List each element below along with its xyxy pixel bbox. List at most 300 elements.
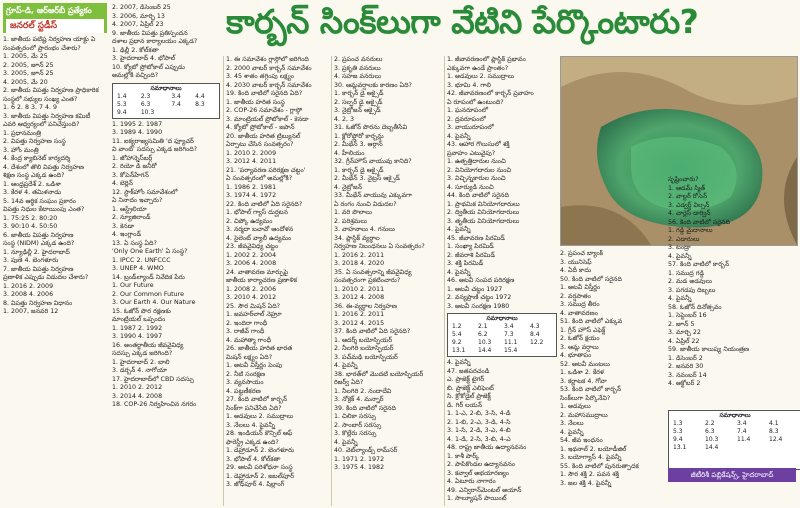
question-line: 2. మీథేన్ 3. నైట్రస్ ఆక్సైడ్ <box>334 175 400 182</box>
question-line: 37. కింది వాటిలో ఏది సరైనది? <box>334 328 411 335</box>
question-line: 10. క్యోటో ప్రోటోకాల్ ఎప్పుడు <box>112 63 185 71</box>
column-6 <box>560 250 664 506</box>
question-line: 38. భారత్‌లో మొదటి బయోస్ఫియర్ <box>334 370 424 378</box>
question-line: 39. కింది వాటిలో సరైనది <box>334 404 396 412</box>
answer-cell: 10.3 <box>705 436 719 443</box>
question-line: 3. కర్ణాటక 4. గోవా <box>560 377 607 385</box>
question-line: సంస్థ (NIDM) ఎక్కడ ఉంది? <box>3 240 75 247</box>
answer-cell: 2.3 <box>140 92 151 100</box>
question-line: 1. గడ్డి మైదానాలు <box>668 227 713 234</box>
question-line: 3. పగడపు దిబ్బలు <box>668 286 716 294</box>
question-line: 3. భోపాల్ 4. కోల్‌కతా <box>226 455 281 463</box>
question-line: 1. 2002 2. 2004 <box>226 251 277 259</box>
question-line: 45. జీవావరణ పిరమిడ్ <box>447 234 505 242</box>
question-line: 4. 1-డి, 2-సి, 3-బి, 4-ఎ <box>447 435 511 443</box>
answer-cell: 3.4 <box>171 92 181 100</box>
answer-cell: 9.4 <box>117 108 127 116</box>
question-line: 2. Our Common Future <box>112 290 184 298</box>
question-line: 1. అడవులు 2. సముద్రాలు <box>447 73 515 80</box>
question-line: 2. విపత్తు నిర్వహణ సంస్థ <box>3 138 66 145</box>
question-line: 4. క్యోటో ప్రోటోకాల్ - జపాన్ <box>226 124 295 131</box>
question-line: ఏ రంగం నుంచి విడుదల? <box>334 200 397 208</box>
answer-cell: 3.4 <box>504 323 514 330</box>
question-line: 3. కోపెన్‌హేగన్ <box>112 171 149 179</box>
question-line: 3. జోధ్‌పూర్ 4. షిల్లాంగ్ <box>226 481 285 488</box>
question-line: 29. అటవీ పరిశోధనా సంస్థ <box>226 464 293 471</box>
question-line: 1. ఆంధ్రప్రదేశ్ 2. ఒడిశా <box>3 180 61 188</box>
answer-cell: 6.3 <box>140 100 151 108</box>
question-line: 2. 2000 వాటర్ కార్బన్ సమావేశం <box>226 64 312 72</box>
question-line: ఏ రూపంలో ఉంటుంది? <box>447 98 504 106</box>
question-line: 47. జతపరచండి <box>447 367 490 375</box>
question-line: జాతీయ కార్యాచరణ ప్రణాళిక <box>226 277 297 284</box>
question-line: 1. 2007, జనవరి 12 <box>3 308 59 315</box>
answer-cell: 15.4 <box>504 347 518 354</box>
question-line: 3. 2012 4. 2008 <box>334 294 385 301</box>
answer-cell: 11.4 <box>737 436 751 443</box>
question-line: 1. ఈ సమావేశం గ్లాస్గోలో జరిగింది <box>226 56 309 63</box>
question-line: 2. సాంబార్ సరస్సు <box>334 421 382 429</box>
question-line: 34. ప్లాస్టిక్ వ్యర్థాల <box>334 234 380 242</box>
question-line: 3. బయోగ్యాస్ 4. పైవన్నీ <box>560 454 622 461</box>
question-line: 4. మహాత్మా గాంధీ <box>226 336 272 344</box>
question-line: 2. జీవరాశి పిరమిడ్ <box>447 251 495 259</box>
question-line: 1. 1-ఎ, 2-బి, 3-సి, 4-డి <box>447 410 511 417</box>
question-line: 3. 1974 4. 1972 <box>226 192 277 199</box>
answer-cell: 14.4 <box>478 347 492 354</box>
question-line: 1. న్యూఢిల్లీ 2. హైదరాబాద్ <box>3 248 70 256</box>
answer-cell: 9.2 <box>452 339 462 346</box>
question-line: 2. మీథేన్ 3. ఆర్గాన్ <box>334 141 383 148</box>
question-line: 3. 2006 4. 2008 <box>226 260 277 267</box>
answer-cell: 11.1 <box>504 339 518 346</box>
answer-cell: 1.4 <box>117 92 127 100</box>
question-line: 1. 2010 2. 2009 <box>226 149 277 157</box>
question-line: 21. 'పర్యావరణ పరిరక్షణ చట్టం' <box>226 166 306 174</box>
question-line: 2. వాల్టర్ రోసెన్ <box>668 193 708 200</box>
question-line: 57. కింది వాటిలో కార్బన్ <box>668 261 729 268</box>
question-line: 49. ఎన్విరాన్‌మెంటల్ అయాన్ <box>447 486 522 494</box>
question-line: 3. నోక్రెక్ 4. మన్నార్ <box>334 396 384 403</box>
answers-row <box>115 93 217 101</box>
question-line: 3. నవంబర్ 14 <box>668 371 707 379</box>
question-line: 46. అటవీ సంపద పరిరక్షణ <box>447 277 515 284</box>
question-line: 1. జీవావరణంలో ప్లాస్టిక్ ప్రభావం <box>447 56 526 63</box>
column-divider <box>444 56 445 506</box>
question-line: 4. పైవన్నీ <box>447 359 471 366</box>
question-line: 5. 14వ ఆర్థిక సంఘం ప్రకారం <box>3 197 76 205</box>
question-line: 2. ఇందిరా గాంధీ <box>226 319 268 327</box>
answer-cell <box>528 347 554 355</box>
question-line: 4. పైవన్నీ <box>668 252 692 260</box>
question-line: 2. రియో డి జనీరో <box>112 163 157 170</box>
question-line: ఏ సంవత్సరంలో అమల్లోకి? <box>226 175 293 182</box>
question-line: 3. 1990 4. 1997 <box>112 333 163 340</box>
question-line: 3. పుణె 4. బెంగళూరు <box>3 257 59 264</box>
question-line: 1. 2005, మే 25 <box>3 53 48 60</box>
question-line: 26. జాతీయ హరిత భారత <box>226 345 293 352</box>
question-line: 1. జాతీయ పటిష్ట నిర్వహణ యాక్టు ఏ <box>3 36 96 43</box>
question-line: 3. అటవీ సంరక్షణ 1980 <box>447 302 510 310</box>
answer-cell: 4.3 <box>530 323 540 330</box>
question-line: 1. సౌర శక్తి 2. పవన శక్తి <box>560 471 620 478</box>
question-line: 35. ఏ సంవత్సరాన్ని జీవవైవిధ్య <box>334 268 412 276</box>
question-line: 1. చిలికా సరస్సు <box>334 413 376 420</box>
question-line: 3. కేరళ 4. తమిళనాడు <box>3 189 62 196</box>
answers-row <box>450 339 554 347</box>
question-line: 54. జీవ ఇంధనం <box>560 437 603 444</box>
question-line: 2. వన్యప్రాణి చట్టం 1972 <box>447 294 512 301</box>
question-line: 3. హైదరాబాద్ 4. భోపాల్ <box>112 55 176 62</box>
question-line: 2. వినియోగదారుల నుంచి <box>447 166 512 174</box>
question-line: 1. ఉత్పత్తిదారుల నుంచి <box>447 158 506 165</box>
answer-cell: 5.3 <box>673 428 683 435</box>
question-line: ప్రవాహం ఎటువైపు? <box>447 149 496 157</box>
answers-box-bottom <box>668 410 800 470</box>
question-line: 3. కొల్లేరు సరస్సు <box>334 430 377 437</box>
answers-row <box>671 420 799 428</box>
question-line: ఏ నినాదం ఇచ్చారు? <box>112 197 163 204</box>
question-line: 2. జూన్ 5 <box>668 320 695 328</box>
question-line: 1. జోహాన్నెస్‌బర్గ్ <box>112 154 153 162</box>
answer-cell: 6.2 <box>478 331 488 338</box>
question-line: 2. 2007, డిసెంబర్ 25 <box>112 4 171 11</box>
question-line: 3. రాజీవ్ గాంధీ <box>226 328 265 335</box>
question-line: 1. ప్రధానమంత్రి <box>3 129 42 137</box>
question-line: 30. ఆమ్లవర్షాలకు కారణం ఏది? <box>334 81 412 89</box>
question-line: 31. ఓజోన్ పొరను దెబ్బతీసేవి <box>334 124 408 131</box>
question-line: 1. ప్రాథమిక వినియోగదారులు <box>447 200 520 208</box>
question-line: శిక్షణ సంస్థ ఎక్కడ ఉంది? <box>3 172 65 179</box>
column-1 <box>3 36 107 506</box>
answer-cell: 7.4 <box>737 428 747 435</box>
question-line: 3. 2005, జూన్ 25 <box>3 70 54 77</box>
question-line: 2. సల్ఫర్ డై ఆక్సైడ్ <box>334 98 383 106</box>
question-line: 43. ఆహార గొలుసులో శక్తి <box>447 141 510 148</box>
question-line: 13. ఏ సంస్థ ఏది? <box>112 239 157 247</box>
question-line: 48. రాష్ట్ర జాతీయ ఉద్యానవనం <box>447 444 527 451</box>
question-line: 1. భోపాల్ గ్యాస్ దుర్ఘటన <box>226 209 288 216</box>
question-line: 3. యునిసెఫ్ <box>560 258 592 266</box>
question-line: 36. ఈ-వ్యర్థాల నిర్వహణ <box>334 302 397 310</box>
question-line: 3. 2012 4. 2015 <box>334 319 385 327</box>
question-line: 4. పట్టణీకరణ <box>226 387 261 395</box>
question-line: 1. జవహర్‌లాల్ నెహ్రూ <box>226 311 282 318</box>
question-line: 1. జాతీయ హరిత సంస్థ <box>226 98 285 106</box>
column-5 <box>447 56 557 506</box>
question-line: సదస్సు ఎక్కడ జరిగింది? <box>112 350 173 357</box>
question-line: 24. వాతావరణ మార్పుపై <box>226 268 289 276</box>
question-line: 1. గ్రీన్ హౌస్ ఎఫెక్ట్ <box>560 326 606 334</box>
question-line: 1. సముద్ర గడ్డి <box>668 269 705 277</box>
question-line: 1. క్లోరోఫ్లోరో కార్బన్లు <box>334 132 384 140</box>
question-line: 50. కింది వాటిలో సరైనది <box>560 275 622 283</box>
question-line: 12. స్టాక్‌హోం సమావేశంలో <box>112 188 178 196</box>
question-line: 1. 2016 2. 2011 <box>334 311 385 318</box>
question-line: సింక్‌గా పనిచేసేది ఏది? <box>226 404 282 412</box>
question-line: 2. ఓజోన్ క్షయం <box>560 335 600 342</box>
question-line: 1. కాశీ పార్క్ <box>447 452 480 460</box>
question-line: 4. దేశంలో తొలి విపత్తు నిర్వహణ <box>3 163 84 171</box>
question-line: 27. కింది వాటిలో కార్బన్ <box>226 396 287 403</box>
answer-cell: 2.1 <box>478 323 488 330</box>
question-line: ఎ. ప్రాజెక్ట్ టైగర్ <box>447 376 485 383</box>
question-line: సింక్‌లుగా పేర్కొనేవి? <box>560 394 611 402</box>
question-line: అమల్లోకి వచ్చింది? <box>112 72 159 79</box>
question-line: 1. కార్బన్ డై ఆక్సైడ్ <box>334 90 384 97</box>
answers-heading: సమాధానాలు <box>719 412 751 419</box>
question-line: 55. కింది వాటిలో పునరుత్పాదక <box>560 462 639 470</box>
question-line: 4. పైవన్నీ <box>334 362 358 369</box>
question-line: ఫారెస్ట్రీ ఎక్కడ ఉంది? <box>226 438 279 446</box>
question-line: 3. 90:10 4. 50:50 <box>3 223 58 230</box>
question-line: 2. న్యూజిలాండ్ <box>112 214 151 221</box>
answer-cell: 8.3 <box>195 100 205 108</box>
answer-cell: 8.4 <box>530 331 540 338</box>
question-line: 11. ఐక్యరాజ్యసమితి 'ద ఫ్యూచర్ <box>112 137 194 145</box>
question-line: 4. 2030 వాటర్ కార్బన్ సమావేశం <box>226 81 312 89</box>
question-line: 4. హీలియం <box>334 149 365 157</box>
question-line: 4. పైవన్నీ <box>447 268 471 276</box>
question-line: 3. Our Earth 4. Our Nature <box>112 299 196 306</box>
question-line: 1. అటవీ విస్తీర్ణం పెంపు <box>226 362 283 369</box>
question-line: డి. గిర్ లయన్ <box>447 401 483 409</box>
question-line: 1. ఇథనాల్ 2. బయోడీజిల్ <box>560 445 627 453</box>
question-line: 3. 2006, మార్చి 13 <box>112 12 165 20</box>
question-line: సంవత్సరంగా ప్రకటించారు? <box>334 277 401 284</box>
question-line: 3. టండ్రా <box>668 244 691 251</box>
question-line: 7. జాతీయ విపత్తు నిర్వహణ <box>3 265 74 273</box>
question-line: 1. ఒడిశా 2. కేరళ <box>560 369 604 376</box>
answers-box-top <box>112 83 220 119</box>
question-line: 3. సముద్ర తీరం <box>560 301 600 308</box>
question-line: 2. COP-26 సమావేశం - గ్లాస్గో <box>226 107 303 114</box>
question-line: సంస్థలో సభ్యుల సంఖ్య ఎంత? <box>3 95 78 103</box>
question-line: 3. వ్యవసాయం <box>226 379 264 386</box>
answer-cell: 12.4 <box>769 436 783 443</box>
question-line: 53. కింది వాటిలో కార్బన్ <box>560 386 621 393</box>
column-divider <box>331 56 332 506</box>
question-line: 1. ఆడమ్ స్మిత్ <box>668 184 706 192</box>
question-line: 28. ఇండియన్ కౌన్సిల్ ఆఫ్ <box>226 430 293 437</box>
question-line: 3. కెనడా <box>112 222 135 230</box>
question-line: 1. సంఖ్యా పిరమిడ్ <box>447 243 494 250</box>
question-line: 3. హోం మంత్రి <box>3 146 39 154</box>
question-line: 3. ఆమ్ల వర్షాలు <box>560 343 599 351</box>
question-line: నిర్వహణ నిబంధనలు ఏ సంవత్సరం? <box>334 243 425 250</box>
answers-row <box>671 436 799 444</box>
answer-cell: 6.3 <box>705 428 715 435</box>
question-line: 1. వరి పొలాలు <box>334 209 372 216</box>
question-line: 2. పరిశ్రమలు <box>334 217 367 225</box>
question-line: 14. బ్రండ్‌ల్యాండ్ నివేదిక పేరు <box>112 273 185 281</box>
question-line: 1. కార్బన్ డై ఆక్సైడ్ <box>334 166 384 174</box>
question-line: 2. ఎడారులు <box>668 235 700 243</box>
question-line: 1. హైదరాబాద్ 2. బాలి <box>112 358 170 366</box>
answer-cell: 5.3 <box>117 100 127 108</box>
question-line: విపత్తు నిధుల కేటాయింపు ఎంత? <box>3 206 85 213</box>
answer-cell <box>767 444 799 452</box>
question-line: 17. హైదరాబాద్‌లో CBD సదస్సు <box>112 375 194 383</box>
question-line: 2. మడ అడవులు <box>668 278 712 285</box>
question-line: 3. డర్బన్ 4. నాగోయా <box>112 367 167 374</box>
question-line: 1. అడవులు 2. సముద్రాలు <box>226 413 294 420</box>
question-line: 2. జనవరి 30 <box>668 363 704 370</box>
question-line: 15. ఓజోన్ పొర రక్షణకు <box>112 307 171 315</box>
question-line: 2. జాతీయ విపత్తు నిర్వహణ ప్రాధికారిక <box>3 87 99 94</box>
answers-box-mid <box>447 313 557 357</box>
question-line: 3. నర్మదా బచావో ఆందోళన <box>226 226 294 233</box>
answer-cell: 14.4 <box>705 444 719 451</box>
question-line: ఏర్పాటు చేసిన సంవత్సరం? <box>226 141 294 148</box>
answer-cell: 4.4 <box>195 92 205 100</box>
question-line: 1. 2016 2. 2011 <box>334 251 385 259</box>
question-line: 4. 2007, ఏప్రిల్ 23 <box>112 21 164 28</box>
answers-table <box>115 93 217 117</box>
answer-cell: 1.2 <box>452 323 462 330</box>
question-line: 4. ఏదీ కాదు <box>560 267 592 274</box>
question-line: 1. నీలగిరి 2. నందాదేవి <box>334 387 392 395</box>
question-line: 4. పైవన్నీ <box>447 132 471 140</box>
question-line: 4. కేంద్ర క్యాబినెట్ కార్యదర్శి <box>3 155 71 162</box>
answer-cell: 4.1 <box>769 420 779 427</box>
question-line: 4. సహజ వనరులు <box>334 73 381 80</box>
question-line: 1. డెహ్రాడూన్ 2. బెంగళూరు <box>226 447 295 454</box>
answers-table <box>450 323 554 355</box>
question-line: 9. జాతీయ విపత్తు ప్రతిస్పందన <box>112 29 188 37</box>
question-line: 25. సౌర మిషన్ ఏది? <box>226 302 281 310</box>
question-line: ఎవరి ఆధ్వర్యంలో పనిచేస్తుంది? <box>3 121 80 128</box>
question-line: 3. 2010 4. 2012 <box>226 294 277 301</box>
question-line: 1. 1987 2. 1992 <box>112 324 163 332</box>
question-line: 4. ఇంగ్లాండ్ <box>112 231 142 238</box>
answer-cell: 7.3 <box>504 331 514 338</box>
answer-cell: 13.1 <box>673 444 687 451</box>
question-line: సంవత్సరంలో ప్రారంభం చేశారు? <box>3 44 81 52</box>
question-line: 4. పైవన్నీ <box>668 295 692 302</box>
question-line: 3. వాహనాలు 4. గనులు <box>334 226 395 233</box>
question-line: 33. మీథేన్ వాయువు ఎక్కువగా <box>334 192 412 199</box>
question-line: ఎక్కువగా ఉండే ప్రాంతం? <box>447 64 509 72</box>
badge-line1: గ్రూప్-డి, ఆర్‌ఆర్‌బీ ప్రత్యేకం <box>6 6 92 15</box>
question-line: 3. UNEP 4. WMO <box>112 265 164 272</box>
question-line: 1. ఘనరూపంలో <box>447 107 488 114</box>
question-line: 3. తృతీయ వినియోగదారులు <box>447 217 520 225</box>
question-line: 1. ఢిల్లీ 2. కోల్‌కతా <box>112 46 159 54</box>
answer-cell: 10.3 <box>478 339 492 346</box>
question-line: 1. అటవీ చట్టం 1927 <box>447 285 503 293</box>
question-line: 2. పాపికొండల ఉద్యానవనం <box>447 461 516 468</box>
question-line: 1. 1971 2. 1972 <box>334 455 385 463</box>
answer-cell <box>169 109 193 117</box>
question-line: 2. వర్షపాతం <box>560 292 591 300</box>
question-line: 1. 1995 2. 1987 <box>112 120 163 128</box>
answers-row <box>450 323 554 331</box>
question-line: 1. 75:25 2. 80:20 <box>3 214 58 222</box>
question-line: 4. ఏప్రిల్ 22 <box>668 337 700 345</box>
question-line: 3. మాంట్రియల్ ప్రోటోకాల్ - కెనడా <box>226 115 309 123</box>
question-line: 1. 1986 2. 1981 <box>226 183 277 191</box>
question-line: 3. శక్తి పిరమిడ్ <box>447 260 484 267</box>
question-line: 52. అటవీ మంటలు <box>560 360 610 368</box>
answers-row <box>450 347 554 355</box>
question-line: 1. డెహ్రాడూన్ 2. జబల్‌పూర్ <box>226 472 295 480</box>
question-line: 51. కింది వాటిలో ఎక్కువ <box>560 318 623 325</box>
question-line: 1. ఆదర్శ్ బయోస్ఫియర్ <box>334 336 393 344</box>
question-line: దళాల ప్రధాన కార్యాలయం ఎక్కడ? <box>112 38 198 45</box>
question-line: 23. జీవవైవిధ్య చట్టం <box>226 243 279 250</box>
question-line: 1. 2016 2. 2009 <box>3 282 54 290</box>
question-line: 6. జాతీయ విపత్తు నిర్వహణ <box>3 231 74 239</box>
question-line: సృష్టించారు? <box>668 176 699 183</box>
question-line: 3. పచ్‌మఢి బయోస్ఫియర్ <box>334 353 398 361</box>
answer-cell: 3.4 <box>737 420 747 427</box>
question-line: 3. 1-సి, 2-డి, 3-ఎ, 4-బి <box>447 427 511 434</box>
question-line: 1. అటవీ విస్తీర్ణం <box>560 284 601 291</box>
question-line: 4. నైట్రోజన్ <box>334 183 362 191</box>
answer-cell: 12.2 <box>530 339 544 346</box>
question-line: 20. జాతీయ హరిత ట్రిబ్యునల్ <box>226 132 301 140</box>
question-line: 3. భూమి 4. గాలి <box>447 81 491 89</box>
question-line: 40. వెట్‌ల్యాండ్స్ రామ్‌సర్ <box>334 447 398 454</box>
question-line: 4. సైలెంట్ వ్యాలీ ఉద్యమం <box>226 234 292 242</box>
question-line: 3. జల శక్తి 4. పైవన్నీ <box>560 479 612 487</box>
question-line: వి వాంట్' సదస్సు ఎక్కడ జరిగింది? <box>112 146 197 153</box>
question-line: 4. ఏటూరు నాగారం <box>447 478 496 485</box>
answer-cell <box>193 109 217 117</box>
question-line: 3. ఎడ్వర్డ్ విల్సన్ <box>668 201 710 209</box>
question-line: 2. ప్రపంచ వనరులు <box>334 56 383 63</box>
answer-cell: 8.3 <box>769 428 779 435</box>
question-line: 3. 2012 4. 2011 <box>226 158 277 165</box>
question-line: 3. నేలలు 4. పైవన్నీ <box>226 421 276 429</box>
question-line: 4. చార్లెస్ డార్విన్ <box>668 210 711 217</box>
question-line: 2. ప్రపంచ బ్యాంక్ <box>560 250 603 257</box>
question-line: 4. వాతావరణం <box>560 309 598 317</box>
answer-cell: 7.4 <box>171 100 181 108</box>
question-line: 22. కింది వాటిలో ఏది సరైనది? <box>226 200 303 208</box>
question-line: 2. ద్వితీయ వినియోగదారులు <box>447 209 520 216</box>
answers-table <box>671 420 799 452</box>
question-line: 2. నీలగిరి బయోస్ఫియర్ <box>334 345 394 352</box>
question-line: ప్రణాళిక ఎప్పుడు విడుదల చేశారు? <box>3 274 89 281</box>
answer-cell: 9.4 <box>673 436 683 443</box>
question-line: 3. జాతీయ విపత్తు నిర్వహణ కమిటీ <box>3 112 91 120</box>
question-line: 3. 1989 4. 1990 <box>112 129 163 136</box>
column-4 <box>334 56 442 506</box>
question-line: 18. COP-26 నిర్వహించిన నగరం <box>112 401 197 408</box>
question-line: 2. చిప్కో ఉద్యమం <box>226 217 273 225</box>
question-line: 1. డిసెంబర్ 2 <box>668 354 703 362</box>
question-line: 4. 2005, మే 20 <box>3 78 48 86</box>
question-line: 1. IPCC 2. UNFCCC <box>112 256 171 264</box>
question-line: 3. నేలలు <box>560 420 584 427</box>
answers-row <box>115 101 217 109</box>
answer-cell: 2.2 <box>705 420 715 427</box>
question-line: 2. మహాసముద్రాలు <box>560 411 608 419</box>
answer-cell: 13.1 <box>452 347 466 354</box>
question-line: 3. 45 శాతం తగ్గింపు లక్ష్యం <box>226 73 294 80</box>
question-line: 3. ప్రకృతి వనరులు <box>334 64 381 72</box>
question-line: బి. ప్రాజెక్ట్ ఎలిఫెంట్ <box>447 384 494 392</box>
column-3 <box>226 56 330 506</box>
answers-row <box>115 109 217 117</box>
question-line: 42. జీవావరణంలో కార్బన్ ప్రవాహం <box>447 90 534 97</box>
question-line: 2. ద్రవరూపంలో <box>447 115 486 123</box>
question-line: 4. పైవన్నీ <box>334 438 358 446</box>
question-line: 1. సెప్టెంబర్ 16 <box>668 312 707 319</box>
answer-cell: 10.3 <box>140 108 155 116</box>
